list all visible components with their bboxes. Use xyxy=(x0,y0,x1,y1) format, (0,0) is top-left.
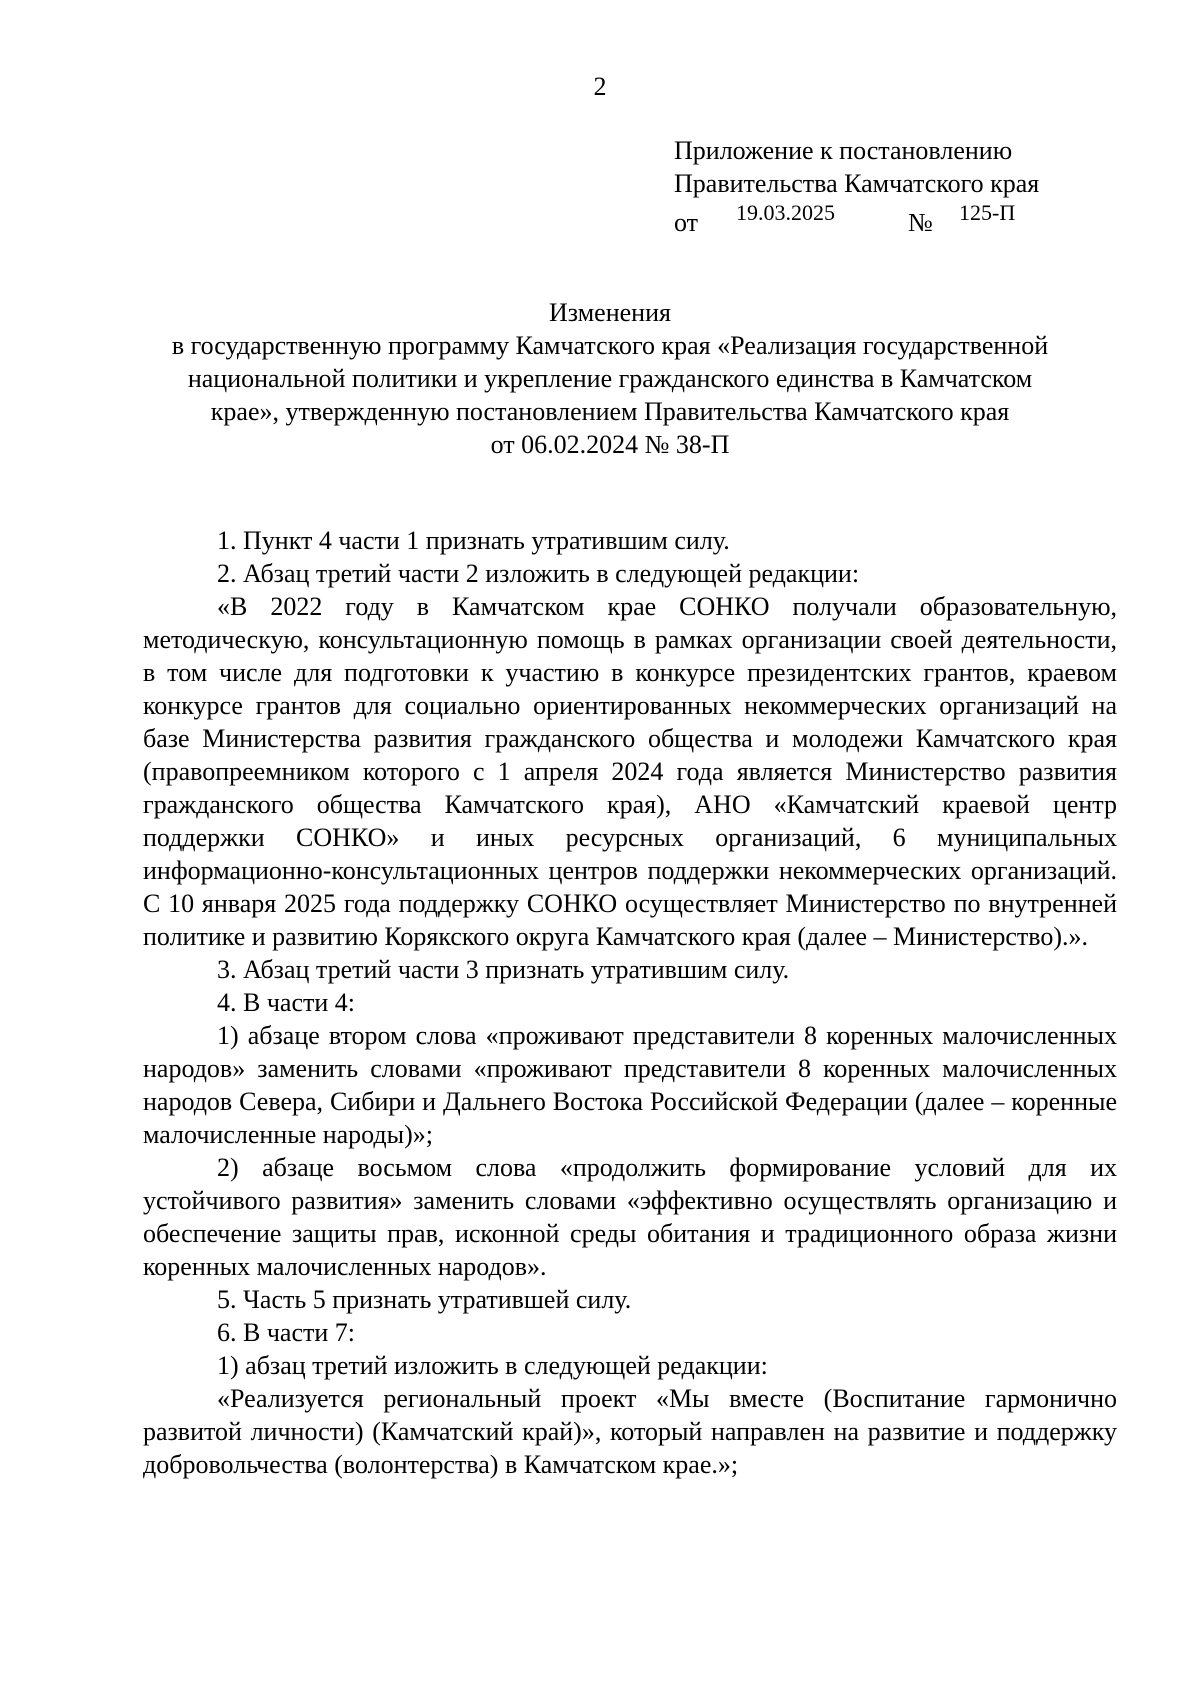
paragraph-6: 1) абзаце втором слова «проживают представители 8 коренных малочисленных народов» заменить словами «проживают представители 8 коренных малочисленных народов Севера, Сибири и Дальнего Востока Российской Федерации (далее – коренные малочисленные народы)»; xyxy=(143,1021,1117,1149)
title-heading: Изменения xyxy=(549,298,671,327)
document-title xyxy=(140,296,1080,461)
paragraph-3: «В 2022 году в Камчатском крае СОНКО получали образовательную, методическую, консультационную помощь в рамках организации своей деятельности, в том числе для подготовки к участию в конкурсе президентских грантов, краевом конкурсе грантов для социально ориентированных некоммерческих организаций на базе Министерства развития гражданского общества и молодежи Камчатского края (правопреемником которого с 1 апреля 2024 года является Министерство развития гражданского общества Камчатского края), АНО «Камчатский краевой центр поддержки СОНКО» и иных ресурсных организаций, 6 муниципальных информационно-консультационных центров поддержки некоммерческих организаций. С 10 января 2025 года поддержку СОНКО осуществляет Министерство по внутренней политике и развитию Корякского округа Камчатского края (далее – Министерство).». xyxy=(143,592,1117,951)
paragraph-11: «Реализуется региональный проект «Мы вместе (Воспитание гармонично развитой личности) (Камчатский край)», который направлен на развитие и поддержку добровольчества (волонтерства) в Камчатском крае.»; xyxy=(143,1384,1117,1479)
date-prefix: от xyxy=(674,208,699,237)
title-line-4: от 06.02.2024 № 38-П xyxy=(490,430,730,459)
paragraph-1: 1. Пункт 4 части 1 признать утратившим силу. xyxy=(217,526,730,555)
resolution-date: 19.03.2025 xyxy=(736,200,835,225)
page-number: 2 xyxy=(593,72,607,101)
paragraph-10: 1) абзац третий изложить в следующей редакции: xyxy=(217,1351,768,1380)
appendix-date-row xyxy=(674,200,1039,237)
paragraph-4: 3. Абзац третий части 3 признать утратившим силу. xyxy=(217,955,790,984)
appendix-block xyxy=(674,134,1040,237)
title-line-1: в государственную программу Камчатского края «Реализация государственной xyxy=(171,331,1049,360)
title-line-3: крае», утвержденную постановлением Правительства Камчатского края xyxy=(210,397,1010,426)
paragraph-8: 5. Часть 5 признать утратившей силу. xyxy=(217,1285,632,1314)
document-body xyxy=(143,524,1117,1481)
title-line-2: национальной политики и укрепление гражданского единства в Камчатском xyxy=(187,364,1033,393)
appendix-line-2: Правительства Камчатского края xyxy=(674,169,1040,198)
resolution-number: 125-П xyxy=(959,200,1016,225)
appendix-line-1: Приложение к постановлению xyxy=(674,136,1013,165)
paragraph-9: 6. В части 7: xyxy=(217,1318,355,1347)
number-sign: № xyxy=(908,208,933,237)
paragraph-5: 4. В части 4: xyxy=(217,988,355,1017)
paragraph-7: 2) абзаце восьмом слова «продолжить формирование условий для их устойчивого развития» заменить словами «эффективно осуществлять организацию и обеспечение защиты прав, исконной среды обитания и традиционного образа жизни коренных малочисленных народов». xyxy=(143,1153,1117,1281)
paragraph-2: 2. Абзац третий части 2 изложить в следующей редакции: xyxy=(217,559,860,588)
